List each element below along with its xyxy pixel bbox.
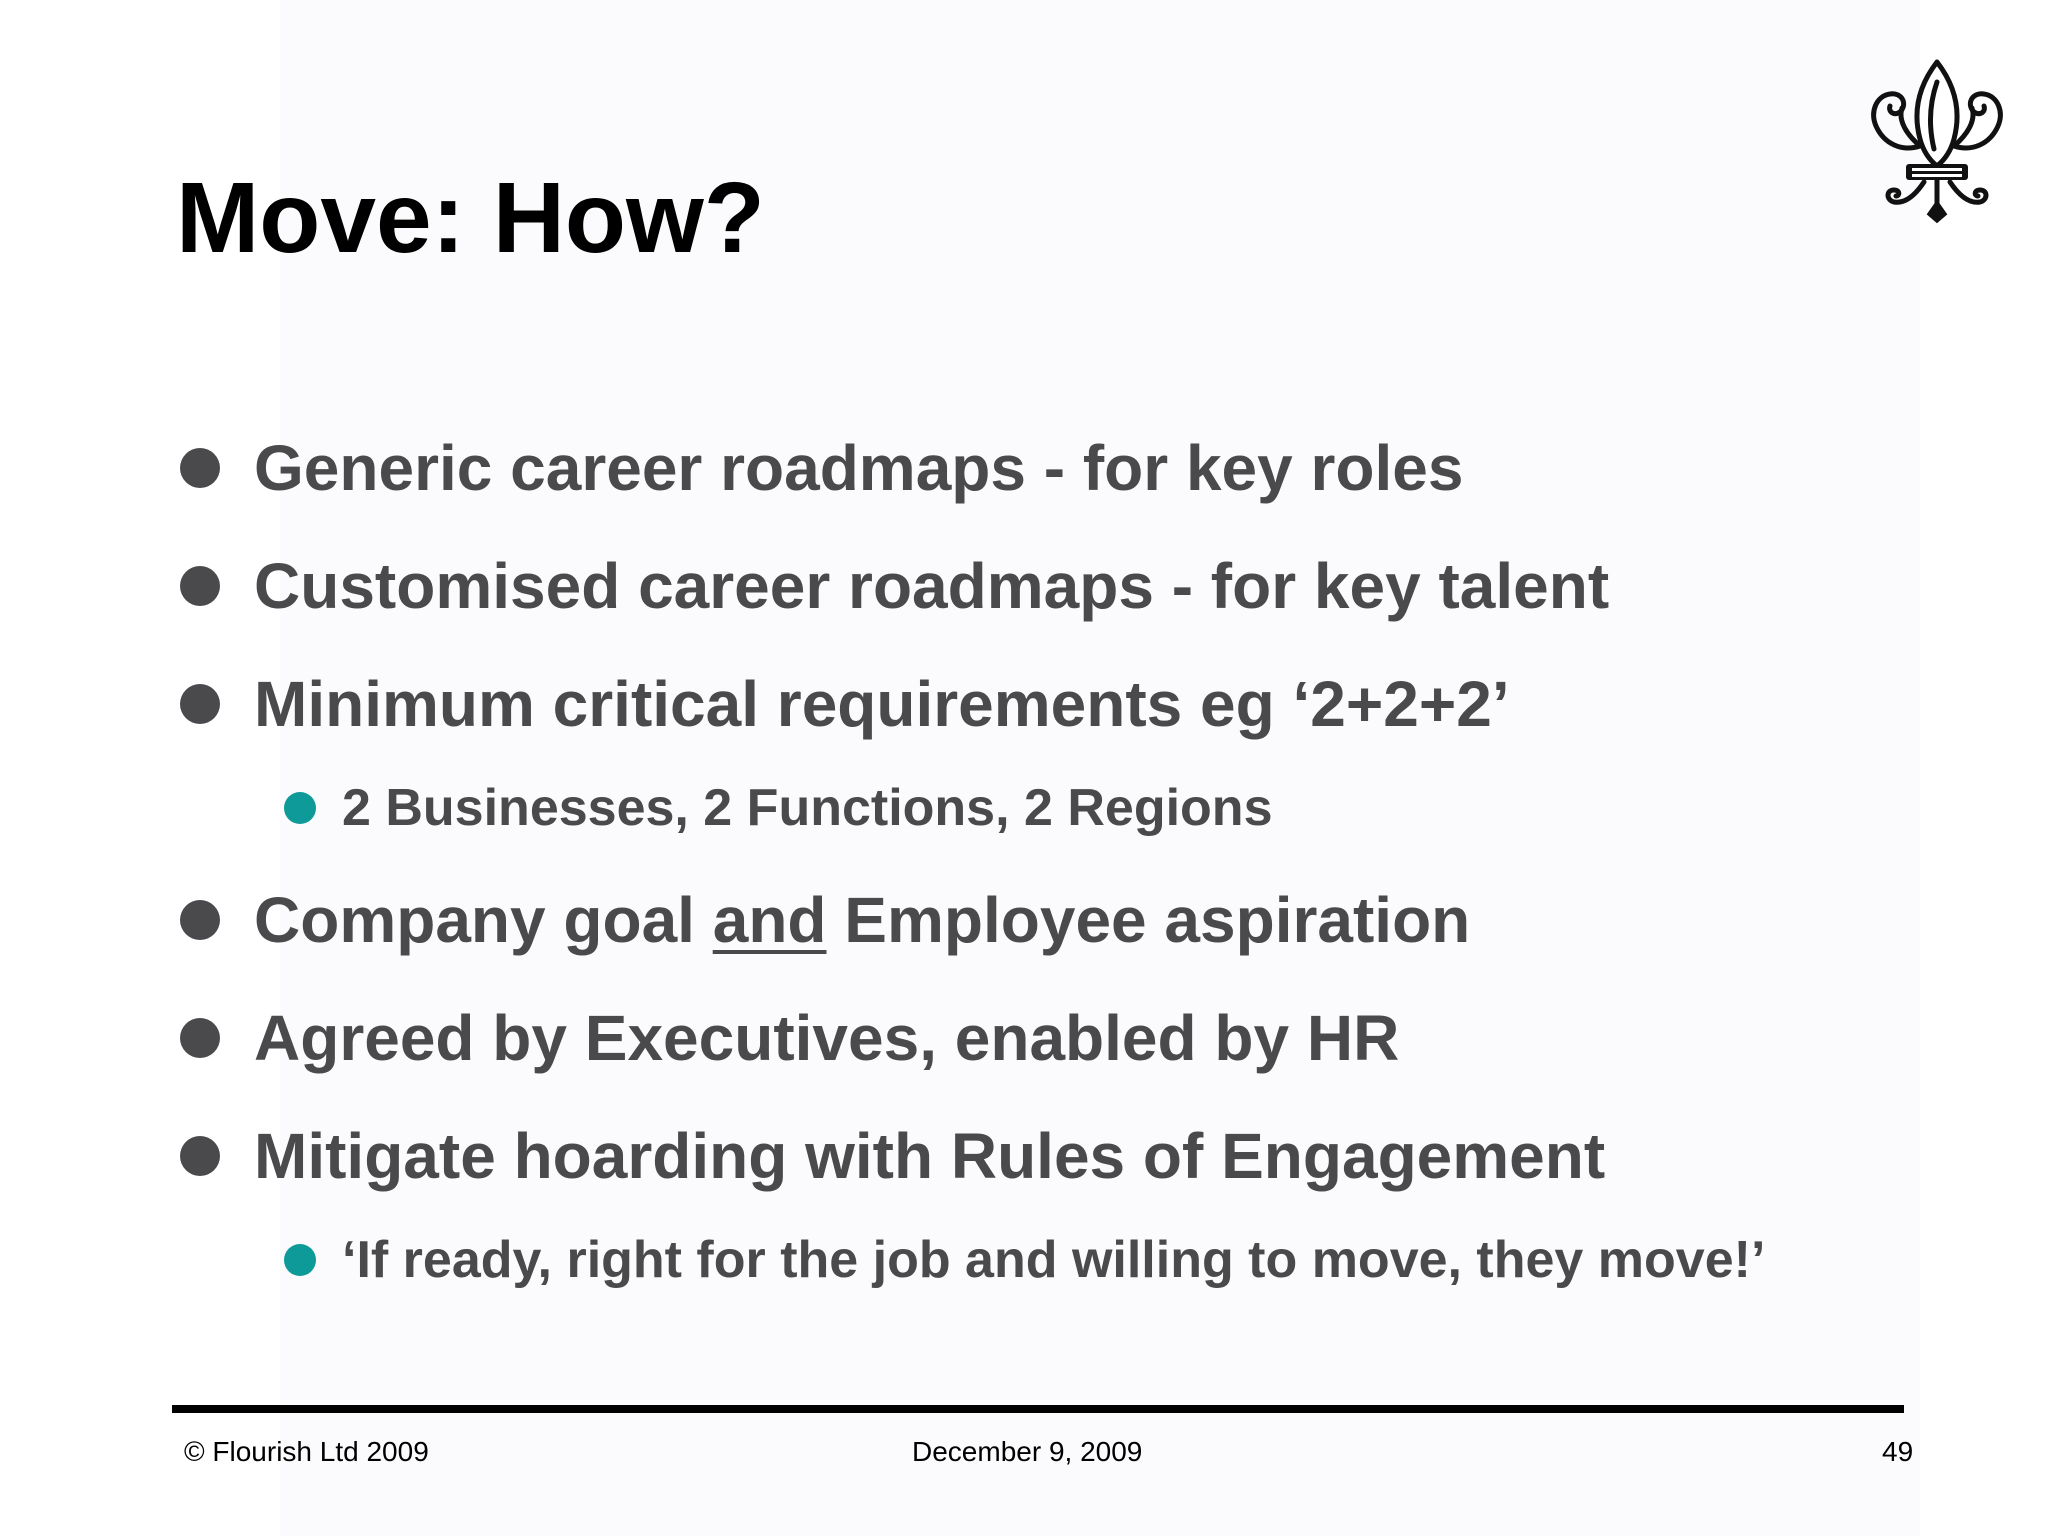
bullet-text: Minimum critical requirements eg ‘2+2+2’ bbox=[254, 668, 1510, 740]
page-number: 49 bbox=[1882, 1436, 1914, 1467]
sub-bullet-text: 2 Businesses, 2 Functions, 2 Regions bbox=[342, 779, 1273, 837]
sub-bullet-dot bbox=[284, 792, 316, 824]
footer-copyright: © Flourish Ltd 2009 bbox=[184, 1436, 429, 1467]
bullet-text bbox=[254, 884, 1471, 956]
slide-title: Move: How? bbox=[176, 162, 765, 274]
sub-bullet-dot bbox=[284, 1244, 316, 1276]
bullet-dot bbox=[180, 448, 220, 488]
bullet-dot bbox=[180, 1018, 220, 1058]
bullet-text: Generic career roadmaps - for key roles bbox=[254, 432, 1464, 504]
bullet-dot bbox=[180, 566, 220, 606]
bullet-dot bbox=[180, 684, 220, 724]
bullet-text: Customised career roadmaps - for key talent bbox=[254, 550, 1610, 622]
footer-date: December 9, 2009 bbox=[912, 1436, 1143, 1467]
bullet-text-before: Company goal bbox=[254, 884, 713, 956]
bullet-text: Agreed by Executives, enabled by HR bbox=[254, 1002, 1400, 1074]
footer-divider bbox=[172, 1405, 1904, 1413]
bullet-text-after: Employee aspiration bbox=[826, 884, 1471, 956]
underlined-word: and bbox=[712, 884, 827, 956]
bullet-dot bbox=[180, 900, 220, 940]
sub-bullet-text: ‘If ready, right for the job and willing to move, they move!’ bbox=[342, 1231, 1766, 1289]
bullet-dot bbox=[180, 1136, 220, 1176]
bullet-text: Mitigate hoarding with Rules of Engagement bbox=[254, 1120, 1606, 1192]
